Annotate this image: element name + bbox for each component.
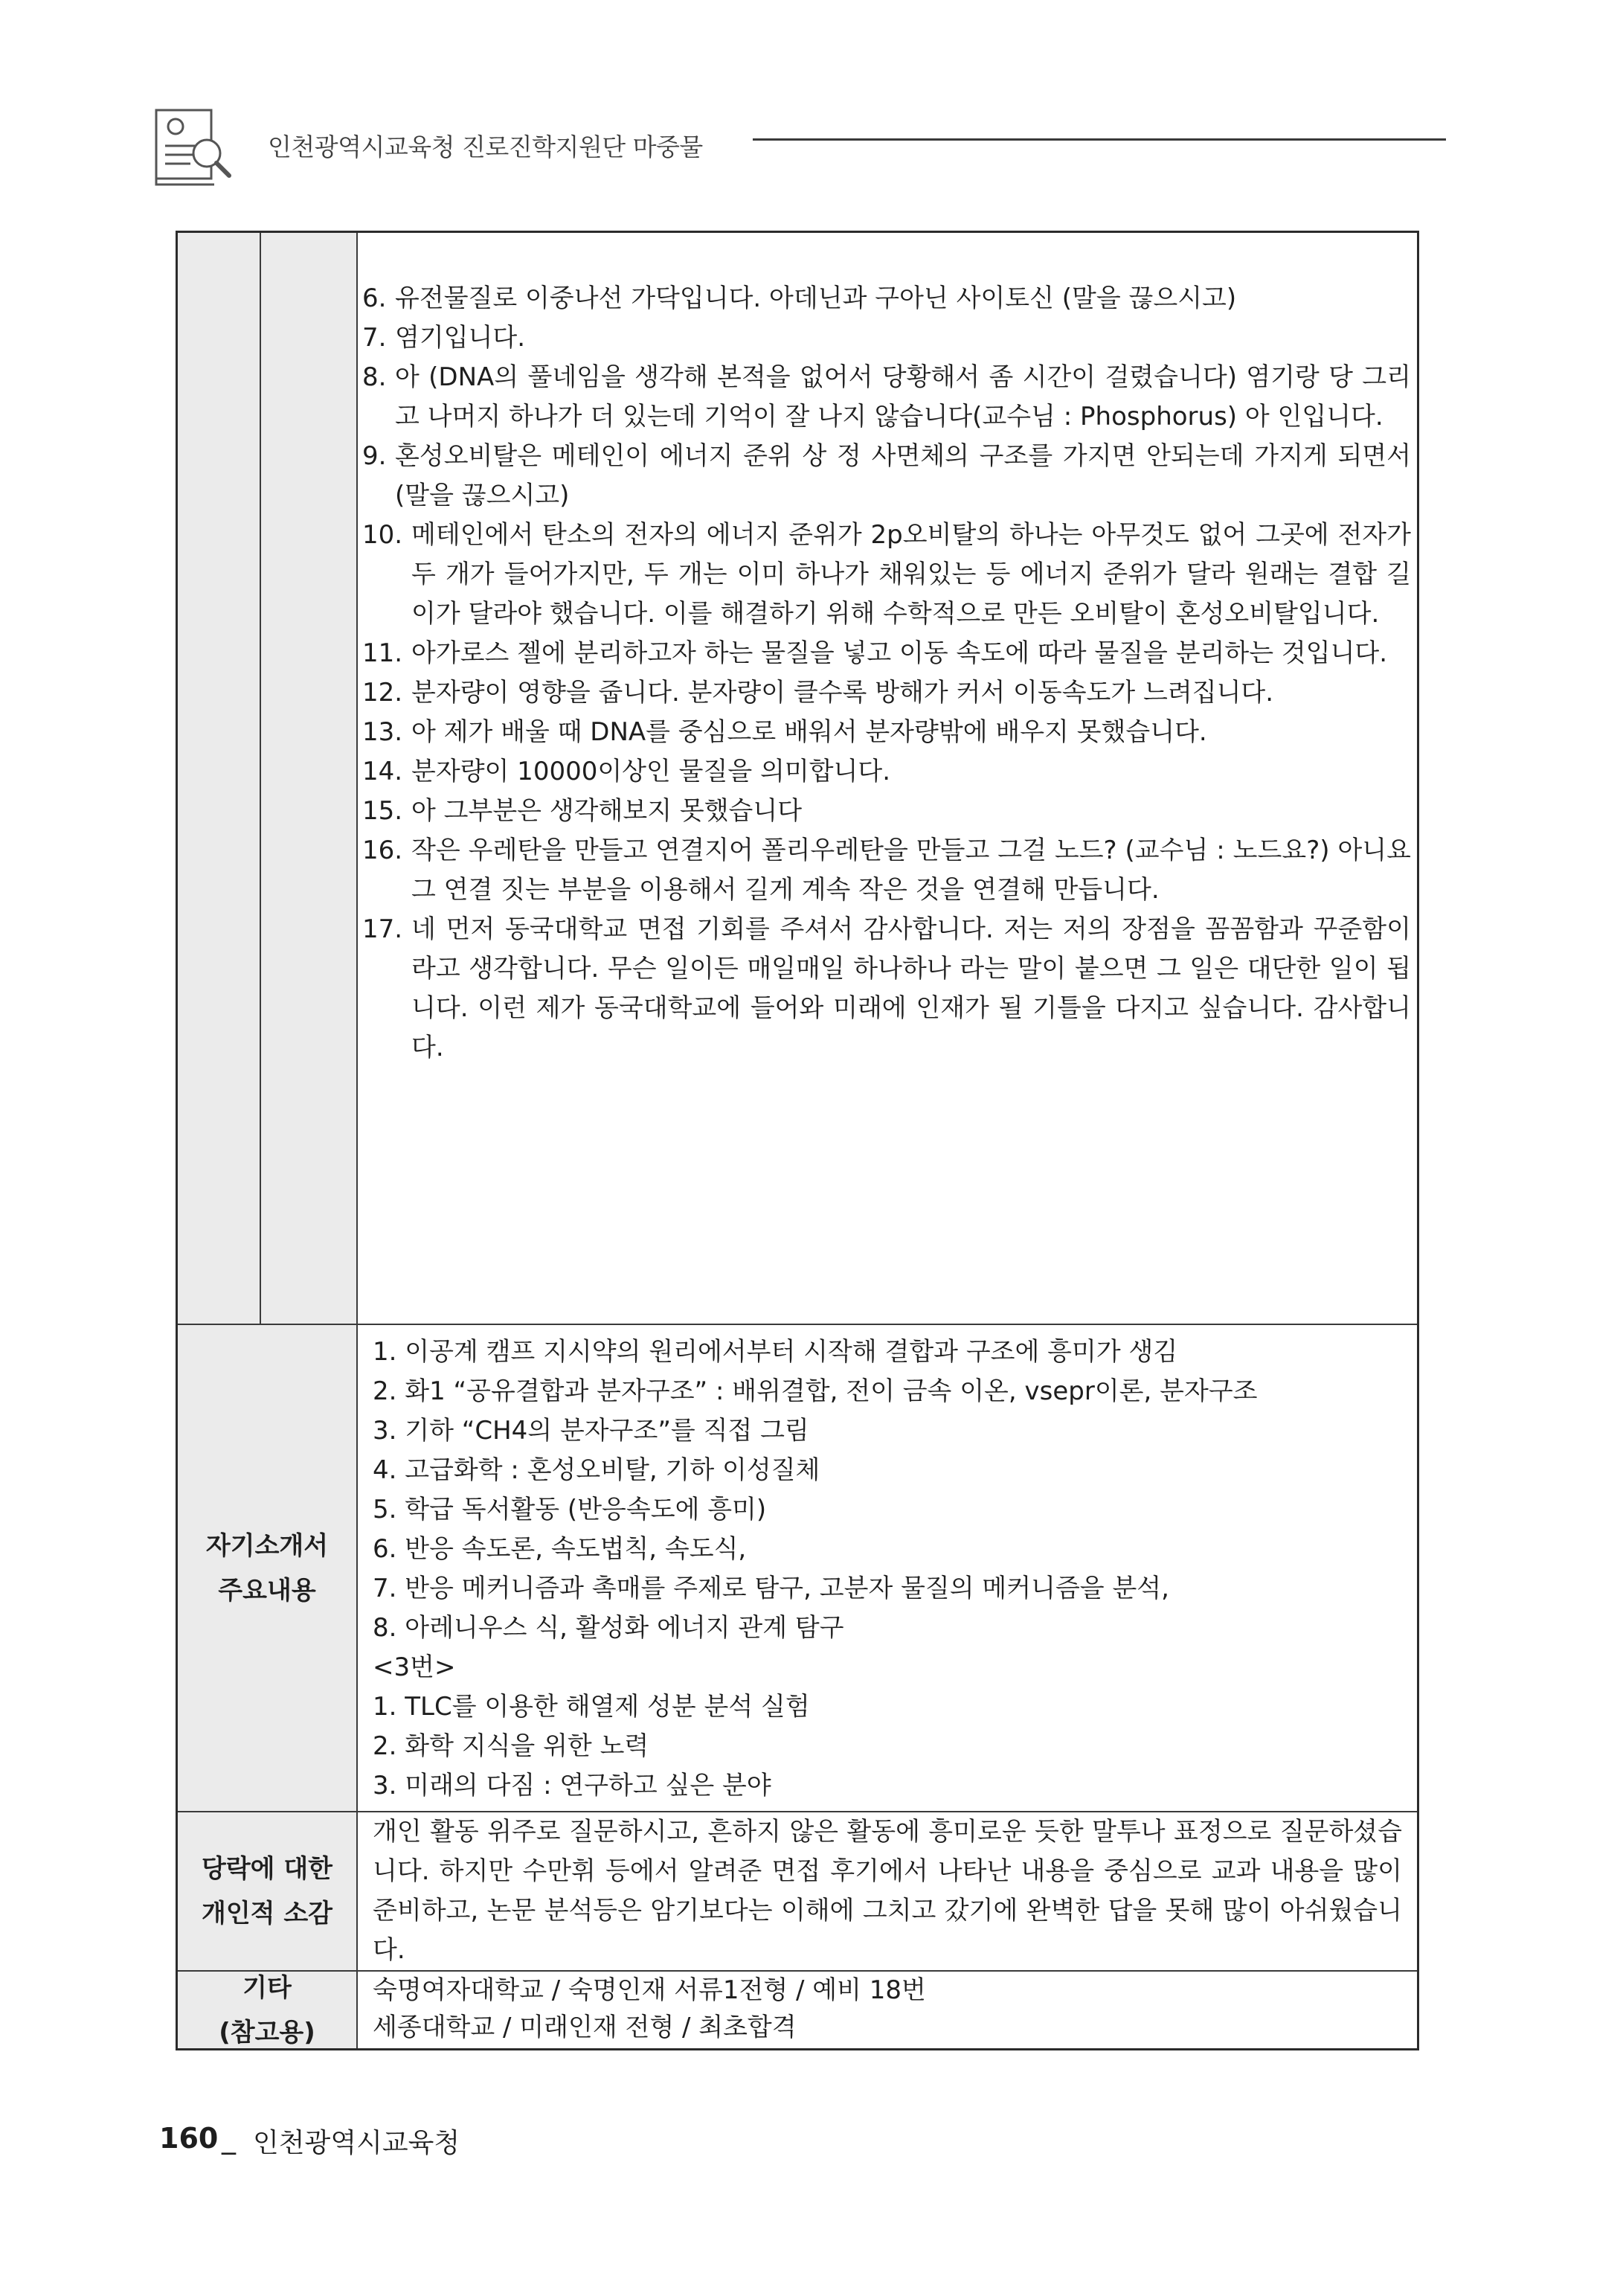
self-intro-line: 3. 기하 “CH4의 분자구조”를 직접 그림 bbox=[373, 1416, 809, 1446]
etc-label-line1: 기타 bbox=[242, 1972, 292, 2003]
interview-table bbox=[176, 231, 1419, 2050]
answer-item: 10. 메테인에서 탄소의 전자의 에너지 준위가 2p오비탈의 하나는 아무것도 없어 그곳에 전자가 두 개가 들어가지만, 두 개는 이미 하나가 채워있는 등 에너지 준위가 달라 원래는 결합 길이가 달라야 했습니다. 이를 해결하기 위해 수학적으로 만든 오비탈이 혼성오비탈입니다. bbox=[362, 520, 1411, 629]
footer-separator: _ bbox=[222, 2122, 236, 2155]
document-search-icon bbox=[152, 104, 235, 187]
impression-label-line1: 당락에 대한 bbox=[201, 1854, 333, 1884]
self-intro-content bbox=[373, 1333, 1407, 1806]
row-divider-1 bbox=[178, 1324, 1417, 1325]
answer-item: 11. 아가로스 젤에 분리하고자 하는 물질을 넣고 이동 속도에 따라 물질을 분리하는 것입니다. bbox=[362, 638, 1388, 668]
answer-item: 14. 분자량이 10000이상인 물질을 의미합니다. bbox=[362, 757, 891, 786]
impression-label-line2: 개인적 소감 bbox=[201, 1899, 333, 1928]
header-title: 인천광역시교육청 진로진학지원단 마중물 bbox=[268, 132, 703, 161]
self-intro-line: 2. 화1 “공유결합과 분자구조” : 배위결합, 전이 금속 이온, vsepr이론, 분자구조 bbox=[373, 1376, 1258, 1406]
inner-column-divider bbox=[260, 233, 261, 1325]
answer-item: 7. 염기입니다. bbox=[362, 323, 526, 353]
self-intro-line: <3번> bbox=[373, 1652, 456, 1682]
etc-line: 숙명여자대학교 / 숙명인재 서류1전형 / 예비 18번 bbox=[373, 1975, 926, 2005]
answer-item: 13. 아 제가 배울 때 DNA를 중심으로 배워서 분자량밖에 배우지 못했습니다. bbox=[362, 717, 1207, 747]
self-intro-line: 1. 이공계 캠프 지시약의 원리에서부터 시작해 결합과 구조에 흥미가 생김 bbox=[373, 1337, 1178, 1367]
self-intro-label-line2: 주요내용 bbox=[218, 1575, 316, 1606]
column-divider bbox=[356, 233, 358, 2048]
footer-organization: 인천광역시교육청 bbox=[253, 2128, 460, 2158]
self-intro-label bbox=[178, 1325, 356, 1811]
header-rule bbox=[753, 138, 1446, 141]
self-intro-line: 4. 고급화학 : 혼성오비탈, 기하 이성질체 bbox=[373, 1455, 820, 1485]
etc-label-line2: (참고용) bbox=[219, 2017, 315, 2048]
self-intro-label-line1: 자기소개서 bbox=[205, 1530, 329, 1561]
impression-label bbox=[178, 1812, 356, 1970]
answer-item: 9. 혼성오비탈은 메테인이 에너지 준위 상 정 사면체의 구조를 가지면 안되는데 가지게 되면서 (말을 끊으시고) bbox=[362, 441, 1411, 510]
self-intro-line: 6. 반응 속도론, 속도법칙, 속도식, bbox=[373, 1534, 747, 1564]
impression-text: 개인 활동 위주로 질문하시고, 흔하지 않은 활동에 흥미로운 듯한 말투나 표정으로 질문하셨습니다. 하지만 수만휘 등에서 알려준 면접 후기에서 나타난 내용을 중심으로 교과 내용을 많이 준비하고, 논문 분석등은 암기보다는 이해에 그치고 갔기에 완벽한 답을 못해 많이 아쉬웠습니다. bbox=[373, 1817, 1402, 1965]
answer-item: 8. 아 (DNA의 풀네임을 생각해 본적을 없어서 당황해서 좀 시간이 걸렸습니다) 염기랑 당 그리고 나머지 하나가 더 있는데 기억이 잘 나지 않습니다(교수님 : Phosphorus) 아 인입니다. bbox=[362, 362, 1411, 432]
answer-list bbox=[362, 279, 1411, 1068]
self-intro-line: 7. 반응 메커니즘과 촉매를 주제로 탐구, 고분자 물질의 메커니즘을 분석, bbox=[373, 1574, 1169, 1603]
answer-item: 17. 네 먼저 동국대학교 면접 기회를 주셔서 감사합니다. 저는 저의 장점을 꼼꼼함과 꾸준함이라고 생각합니다. 무슨 일이든 매일매일 하나하나 라는 말이 붙으면 그 일은 대단한 일이 됩니다. 이런 제가 동국대학교에 들어와 미래에 인재가 될 기틀을 다지고 싶습니다. 감사합니다. bbox=[362, 914, 1411, 1062]
answer-item: 12. 분자량이 영향을 줍니다. 분자량이 클수록 방해가 커서 이동속도가 느려집니다. bbox=[362, 678, 1274, 708]
page-number: 160 bbox=[159, 2122, 219, 2155]
answer-item: 15. 아 그부분은 생각해보지 못했습니다 bbox=[362, 796, 803, 826]
etc-label bbox=[178, 1972, 356, 2048]
answer-item: 6. 유전물질로 이중나선 가닥입니다. 아데닌과 구아닌 사이토신 (말을 끊으시고) bbox=[362, 283, 1237, 313]
etc-content bbox=[373, 1972, 1402, 2046]
self-intro-line: 8. 아레니우스 식, 활성화 에너지 관계 탐구 bbox=[373, 1613, 844, 1643]
answer-item: 16. 작은 우레탄을 만들고 연결지어 폴리우레탄을 만들고 그걸 노드? (교수님 : 노드요?) 아니요 그 연결 짓는 부분을 이용해서 길게 계속 작은 것을 연결해 만듭니다. bbox=[362, 836, 1411, 905]
self-intro-line: 5. 학급 독서활동 (반응속도에 흥미) bbox=[373, 1495, 767, 1524]
etc-line: 세종대학교 / 미래인재 전형 / 최초합격 bbox=[373, 2013, 797, 2042]
self-intro-line: 2. 화학 지식을 위한 노력 bbox=[373, 1731, 649, 1761]
self-intro-line: 3. 미래의 다짐 : 연구하고 싶은 분야 bbox=[373, 1771, 771, 1800]
self-intro-line: 1. TLC를 이용한 해열제 성분 분석 실험 bbox=[373, 1692, 810, 1722]
